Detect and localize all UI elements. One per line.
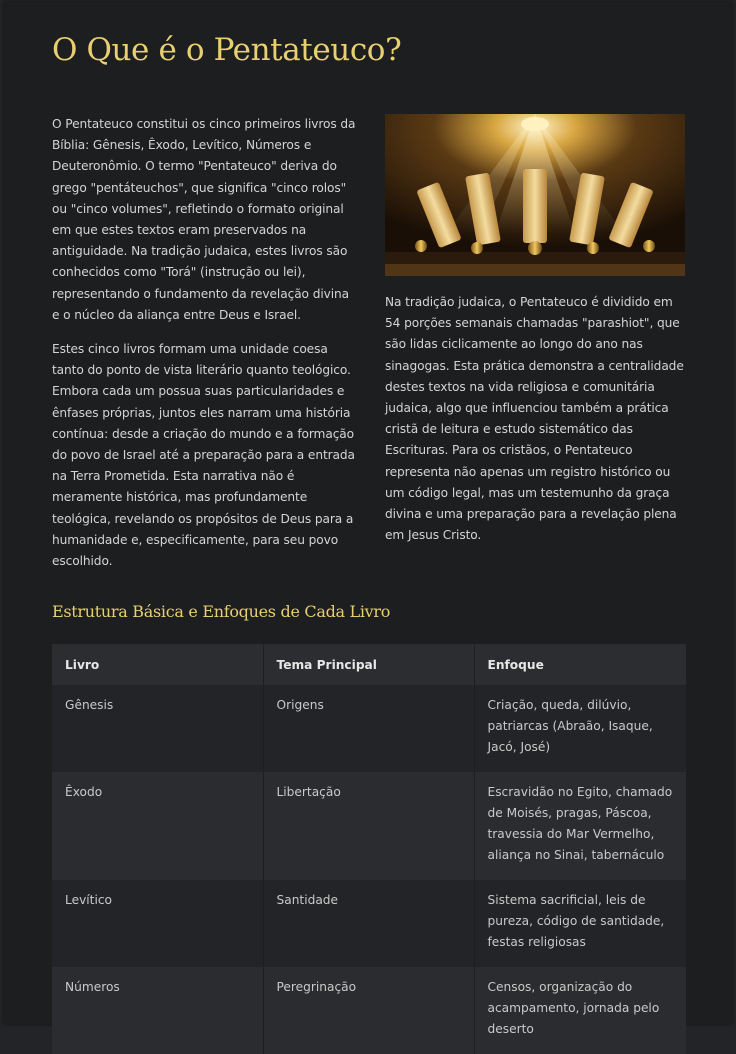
cell-tema: Peregrinação <box>263 967 474 1054</box>
books-table <box>52 644 686 1054</box>
table-row <box>52 880 686 967</box>
unity-paragraph: Estes cinco livros formam uma unidade coesa tanto do ponto de vista literário quanto teológico. Embora cada um possua suas particularidades e ênfases próprias, juntos eles narram uma história contínua: desde a criação do mundo e a formação do povo de Israel até a preparação para a entrada na Terra Prometida. Esta narrativa não é meramente histórica, mas profundamente teológica, revelando os propósitos de Deus para a humanidade e, especificamente, para seu povo escolhido. <box>52 342 355 569</box>
cell-enfoque: Censos, organização do acampamento, jornada pelo deserto <box>474 967 686 1054</box>
table-row <box>52 772 686 880</box>
tradition-paragraph: Na tradição judaica, o Pentateuco é dividido em 54 porções semanais chamadas "parashiot", que são lidas ciclicamente ao longo do ano nas sinagogas. Esta prática demonstra a centralidade destes textos na vida religiosa e comunitária judaica, algo que influenciou também a prática cristã de leitura e estudo sistemático das Escrituras. Para os cristãos, o Pentateuco representa não apenas um registro histórico ou um código legal, mas um testemunho da graça divina e uma preparação para a revelação plena em Jesus Cristo. <box>385 295 684 543</box>
cell-livro: Gênesis <box>52 685 263 772</box>
cell-enfoque: Escravidão no Egito, chamado de Moisés, pragas, Páscoa, travessia do Mar Vermelho, aliança no Sinai, tabernáculo <box>474 772 686 880</box>
right-column <box>385 114 687 559</box>
cell-livro: Levítico <box>52 880 263 967</box>
cell-tema: Santidade <box>263 880 474 967</box>
cell-tema: Origens <box>263 685 474 772</box>
section-title: Estrutura Básica e Enfoques de Cada Livro <box>52 602 391 621</box>
table-row <box>52 685 686 772</box>
page-title: O Que é o Pentateuco? <box>52 32 402 68</box>
cell-enfoque: Sistema sacrificial, leis de pureza, código de santidade, festas religiosas <box>474 880 686 967</box>
intro-paragraph: O Pentateuco constitui os cinco primeiros livros da Bíblia: Gênesis, Êxodo, Levítico, Números e Deuteronômio. O termo "Pentateuco" deriva do grego "pentáteuchos", que significa "cinco rolos" ou "cinco volumes", refletindo o formato original em que estes textos eram preservados na antiguidade. Na tradição judaica, estes livros são conhecidos como "Torá" (instrução ou lei), representando o fundamento da revelação divina e o núcleo da aliança entre Deus e Israel. <box>52 117 356 322</box>
cell-livro: Êxodo <box>52 772 263 880</box>
table-row <box>52 967 686 1054</box>
torah-scrolls-image <box>385 114 685 276</box>
header-enfoque: Enfoque <box>474 644 686 685</box>
cell-enfoque: Criação, queda, dilúvio, patriarcas (Abraão, Isaque, Jacó, José) <box>474 685 686 772</box>
cell-tema: Libertação <box>263 772 474 880</box>
cell-livro: Números <box>52 967 263 1054</box>
header-tema: Tema Principal <box>263 644 474 685</box>
left-column <box>52 114 358 585</box>
header-livro: Livro <box>52 644 263 685</box>
table-header-row <box>52 644 686 685</box>
document-page <box>4 2 732 1036</box>
